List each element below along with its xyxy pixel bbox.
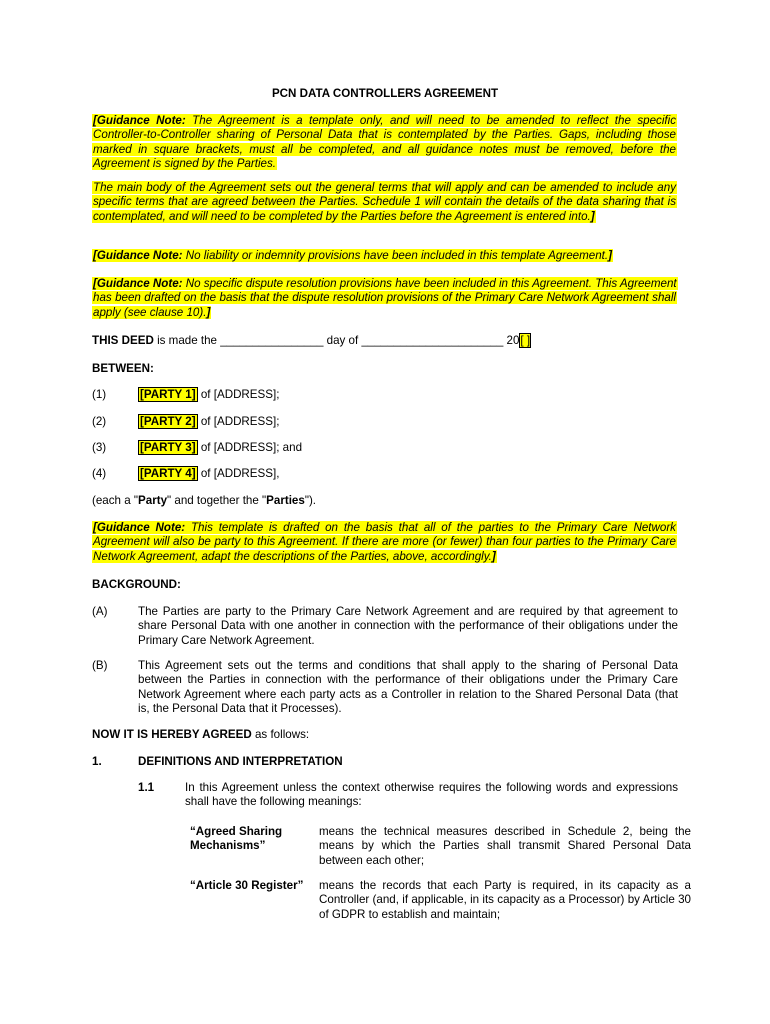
guidance-note-text: This template is drafted on the basis that all of the parties to the Primary Care Network Agreement will also be party to this Agreement. If there are more (or fewer) than four parties to the Primary Care Network Agreement, adapt the descriptions of the Parties, above, accordingly. xyxy=(93,521,676,563)
guidance-note-text: The main body of the Agreement sets out the general terms that will apply and can be amended to include any specific terms that are agreed between the Parties. Schedule 1 will contain the details of the data sharing that is contemplated, and will need to be completed by the Parties before the Agreement is entered into. xyxy=(93,181,676,223)
guidance-note-close: ] xyxy=(491,549,496,563)
party-placeholder[interactable]: [PARTY 2] xyxy=(140,415,196,428)
party-number: (4) xyxy=(92,467,107,480)
section-number: 1. xyxy=(92,755,102,768)
parties-term: Parties xyxy=(266,494,305,507)
parties-def-text: " and together the " xyxy=(167,494,267,507)
party-address: of [ADDRESS]; and xyxy=(197,441,303,454)
guidance-note-text: The Agreement is a template only, and will need to be amended to reflect the specific Controller-to-Controller sharing of Personal Data that is contemplated by the Parties. Gaps, including those marked in square brackets, must all be completed, and all guidance notes must be removed, before the Agreement is signed by the Parties. xyxy=(93,114,676,171)
date-day-blank[interactable]: ________________ xyxy=(220,334,324,347)
guidance-note-label: [Guidance Note: xyxy=(93,114,186,127)
party-address: of [ADDRESS]; xyxy=(197,415,280,428)
guidance-note-text: No liability or indemnity provisions have been included in this template Agreement. xyxy=(182,249,609,262)
party-placeholder[interactable]: [PARTY 1] xyxy=(140,388,196,401)
deed-year: 20 xyxy=(503,334,520,347)
clause-text: In this Agreement unless the context otherwise requires the following words and expressions shall have the following meanings: xyxy=(185,781,678,809)
now-agreed-rest: as follows: xyxy=(251,728,310,741)
date-year-blank[interactable]: [ ] xyxy=(520,334,531,347)
definition-term: “Article 30 Register” xyxy=(190,879,304,892)
guidance-note-liability xyxy=(92,249,677,263)
now-agreed-bold: NOW IT IS HEREBY AGREED xyxy=(92,728,252,741)
definition-term: “Agreed Sharing Mechanisms” xyxy=(190,825,283,853)
guidance-note-main-body xyxy=(92,181,677,224)
section-title: DEFINITIONS AND INTERPRETATION xyxy=(138,755,343,768)
date-month-blank[interactable]: ______________________ xyxy=(361,334,504,347)
guidance-note-parties xyxy=(92,521,677,564)
party-address: of [ADDRESS]; xyxy=(197,388,280,401)
guidance-note-close: ] xyxy=(206,305,211,319)
clause-number: 1.1 xyxy=(138,781,155,794)
guidance-note-template xyxy=(92,114,677,172)
document-title: PCN DATA CONTROLLERS AGREEMENT xyxy=(271,87,499,100)
definition-text: means the records that each Party is required, in its capacity as a Controller (and, if applicable, in its capacity as a Processor) by Article 30 of GDPR to establish and maintain; xyxy=(319,879,691,921)
definition-text: means the technical measures described in Schedule 2, being the means by which the Parties shall transmit Shared Personal Data between each other; xyxy=(319,825,691,867)
party-number: (1) xyxy=(92,388,107,401)
parties-def-text: (each a " xyxy=(92,494,139,507)
guidance-note-label: [Guidance Note: xyxy=(93,277,183,290)
party-placeholder[interactable]: [PARTY 4] xyxy=(140,467,196,480)
deed-lead: THIS DEED xyxy=(92,334,154,347)
recital-number: (A) xyxy=(92,605,108,618)
party-address: of [ADDRESS], xyxy=(197,467,280,480)
party-item xyxy=(138,388,279,401)
party-item xyxy=(138,441,302,454)
between-heading: BETWEEN: xyxy=(92,362,154,375)
party-number: (2) xyxy=(92,415,107,428)
guidance-note-close: ] xyxy=(608,249,612,262)
parties-definition xyxy=(92,494,316,508)
recital-number: (B) xyxy=(92,659,108,672)
party-item xyxy=(138,467,279,480)
deed-line xyxy=(92,334,531,348)
guidance-note-dispute xyxy=(92,277,677,320)
deed-made: is made the xyxy=(153,334,221,347)
now-agreed xyxy=(92,728,309,742)
guidance-note-close: ] xyxy=(590,209,595,223)
recital-text: This Agreement sets out the terms and conditions that shall apply to the sharing of Personal Data between the Parties in connection with the performance of their obligations under the Primary Care Network Agreement where each party acts as a Controller in relation to the Shared Personal Data (that is, the Personal Data that it Processes). xyxy=(138,659,678,716)
party-placeholder[interactable]: [PARTY 3] xyxy=(140,441,196,454)
party-term: Party xyxy=(138,494,168,507)
guidance-note-label: [Guidance Note: xyxy=(93,249,183,262)
background-heading: BACKGROUND: xyxy=(92,578,181,591)
guidance-note-label: [Guidance Note: xyxy=(93,521,186,534)
party-number: (3) xyxy=(92,441,107,454)
recital-text: The Parties are party to the Primary Care Network Agreement and are required by that agreement to share Personal Data with one another in connection with the performance of their obligations under the Primary Care Network Agreement. xyxy=(138,605,678,647)
guidance-note-text: No specific dispute resolution provisions have been included in this Agreement. This Agreement has been drafted on the basis that the dispute resolution provisions of the Primary Care Network Agreement shall apply (see clause 10). xyxy=(93,277,677,319)
parties-def-text: "). xyxy=(304,494,317,507)
deed-dayof: day of xyxy=(323,334,362,347)
party-item xyxy=(138,415,279,428)
